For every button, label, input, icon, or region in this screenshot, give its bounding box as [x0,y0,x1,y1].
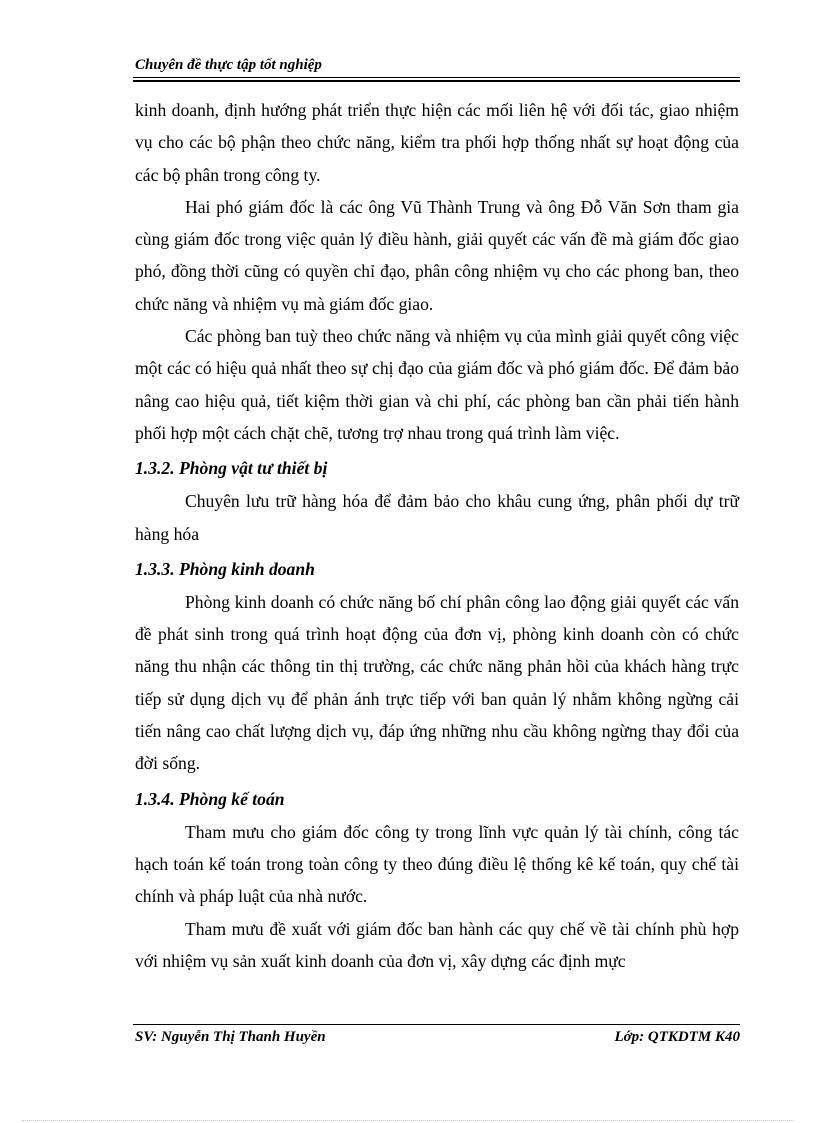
paragraph-departments: Các phòng ban tuỳ theo chức năng và nhiệm vụ của mình giải quyết công việc một các có hiệu quả nhất theo sự chị đạo của giám đốc và phó giám đốc. Để đảm bảo nâng cao hiệu quả, tiết kiệm thời gian và chi phí, các phòng ban cần phải tiến hành phối hợp một cách chặt chẽ, tương trợ nhau trong quá trình làm việc. [135,326,739,443]
footer-class: Lớp: QTKDTM K40 [614,1029,740,1045]
section-heading-1-3-3: 1.3.3. Phòng kinh doanh [135,558,315,579]
page-bottom-edge [22,1120,794,1121]
paragraph-intro: kinh doanh, định hướng phát triển thực hiện các mối liên hệ với đối tác, giao nhiệm vụ cho các bộ phận theo chức năng, kiểm tra phối hợp thống nhất sự hoạt động của các bộ phân trong công ty. [135,100,739,185]
paragraph-vice-directors: Hai phó giám đốc là các ông Vũ Thành Trung và ông Đỗ Văn Sơn tham gia cùng giám đốc trong việc quản lý điều hành, giải quyết các vấn đề mà giám đốc giao phó, đồng thời cũng có quyền chỉ đạo, phân công nhiệm vụ cho các phong ban, theo chức năng và nhiệm vụ mà giám đốc giao. [135,196,739,314]
header-rule-thick [133,80,740,82]
section-heading-1-3-4: 1.3.4. Phòng kế toán [135,788,285,809]
paragraph-1-3-2: Chuyên lưu trữ hàng hóa để đảm bảo cho khâu cung ứng, phân phối dự trữ hàng hóa [135,491,739,544]
paragraph-1-3-4-b: Tham mưu đề xuất với giám đốc ban hành các quy chế về tài chính phù hợp với nhiệm vụ sản xuất kinh doanh của đơn vị, xây dựng các định mực [135,918,739,971]
section-heading-1-3-2: 1.3.2. Phòng vật tư thiết bị [135,458,328,479]
footer-rule [133,1024,740,1025]
paragraph-1-3-4-a: Tham mưu cho giám đốc công ty trong lĩnh vực quản lý tài chính, công tác hạch toán kế toán trong toàn công ty theo đúng điều lệ thống kê kế toán, quy chế tài chính và pháp luật của nhà nước. [135,821,739,907]
footer-student-name: SV: Nguyễn Thị Thanh Huyền [135,1029,326,1045]
document-body [135,94,739,977]
header-rule-thin [133,77,740,78]
header-title: Chuyên đề thực tập tốt nghiệp [135,57,322,73]
paragraph-1-3-3: Phòng kinh doanh có chức năng bố chí phân công lao động giải quyết các vấn đề phát sinh trong quá trình hoạt động của đơn vị, phòng kinh doanh còn có chức năng thu nhận các thông tin thị trường, các chức năng phản hồi của khách hàng trực tiếp sử dụng dịch vụ để phản ánh trực tiếp với ban quản lý nhằm không ngừng cải tiến nâng cao chất lượng dịch vụ, đáp ứng những nhu cầu không ngừng thay đổi của đời sống. [135,591,739,774]
